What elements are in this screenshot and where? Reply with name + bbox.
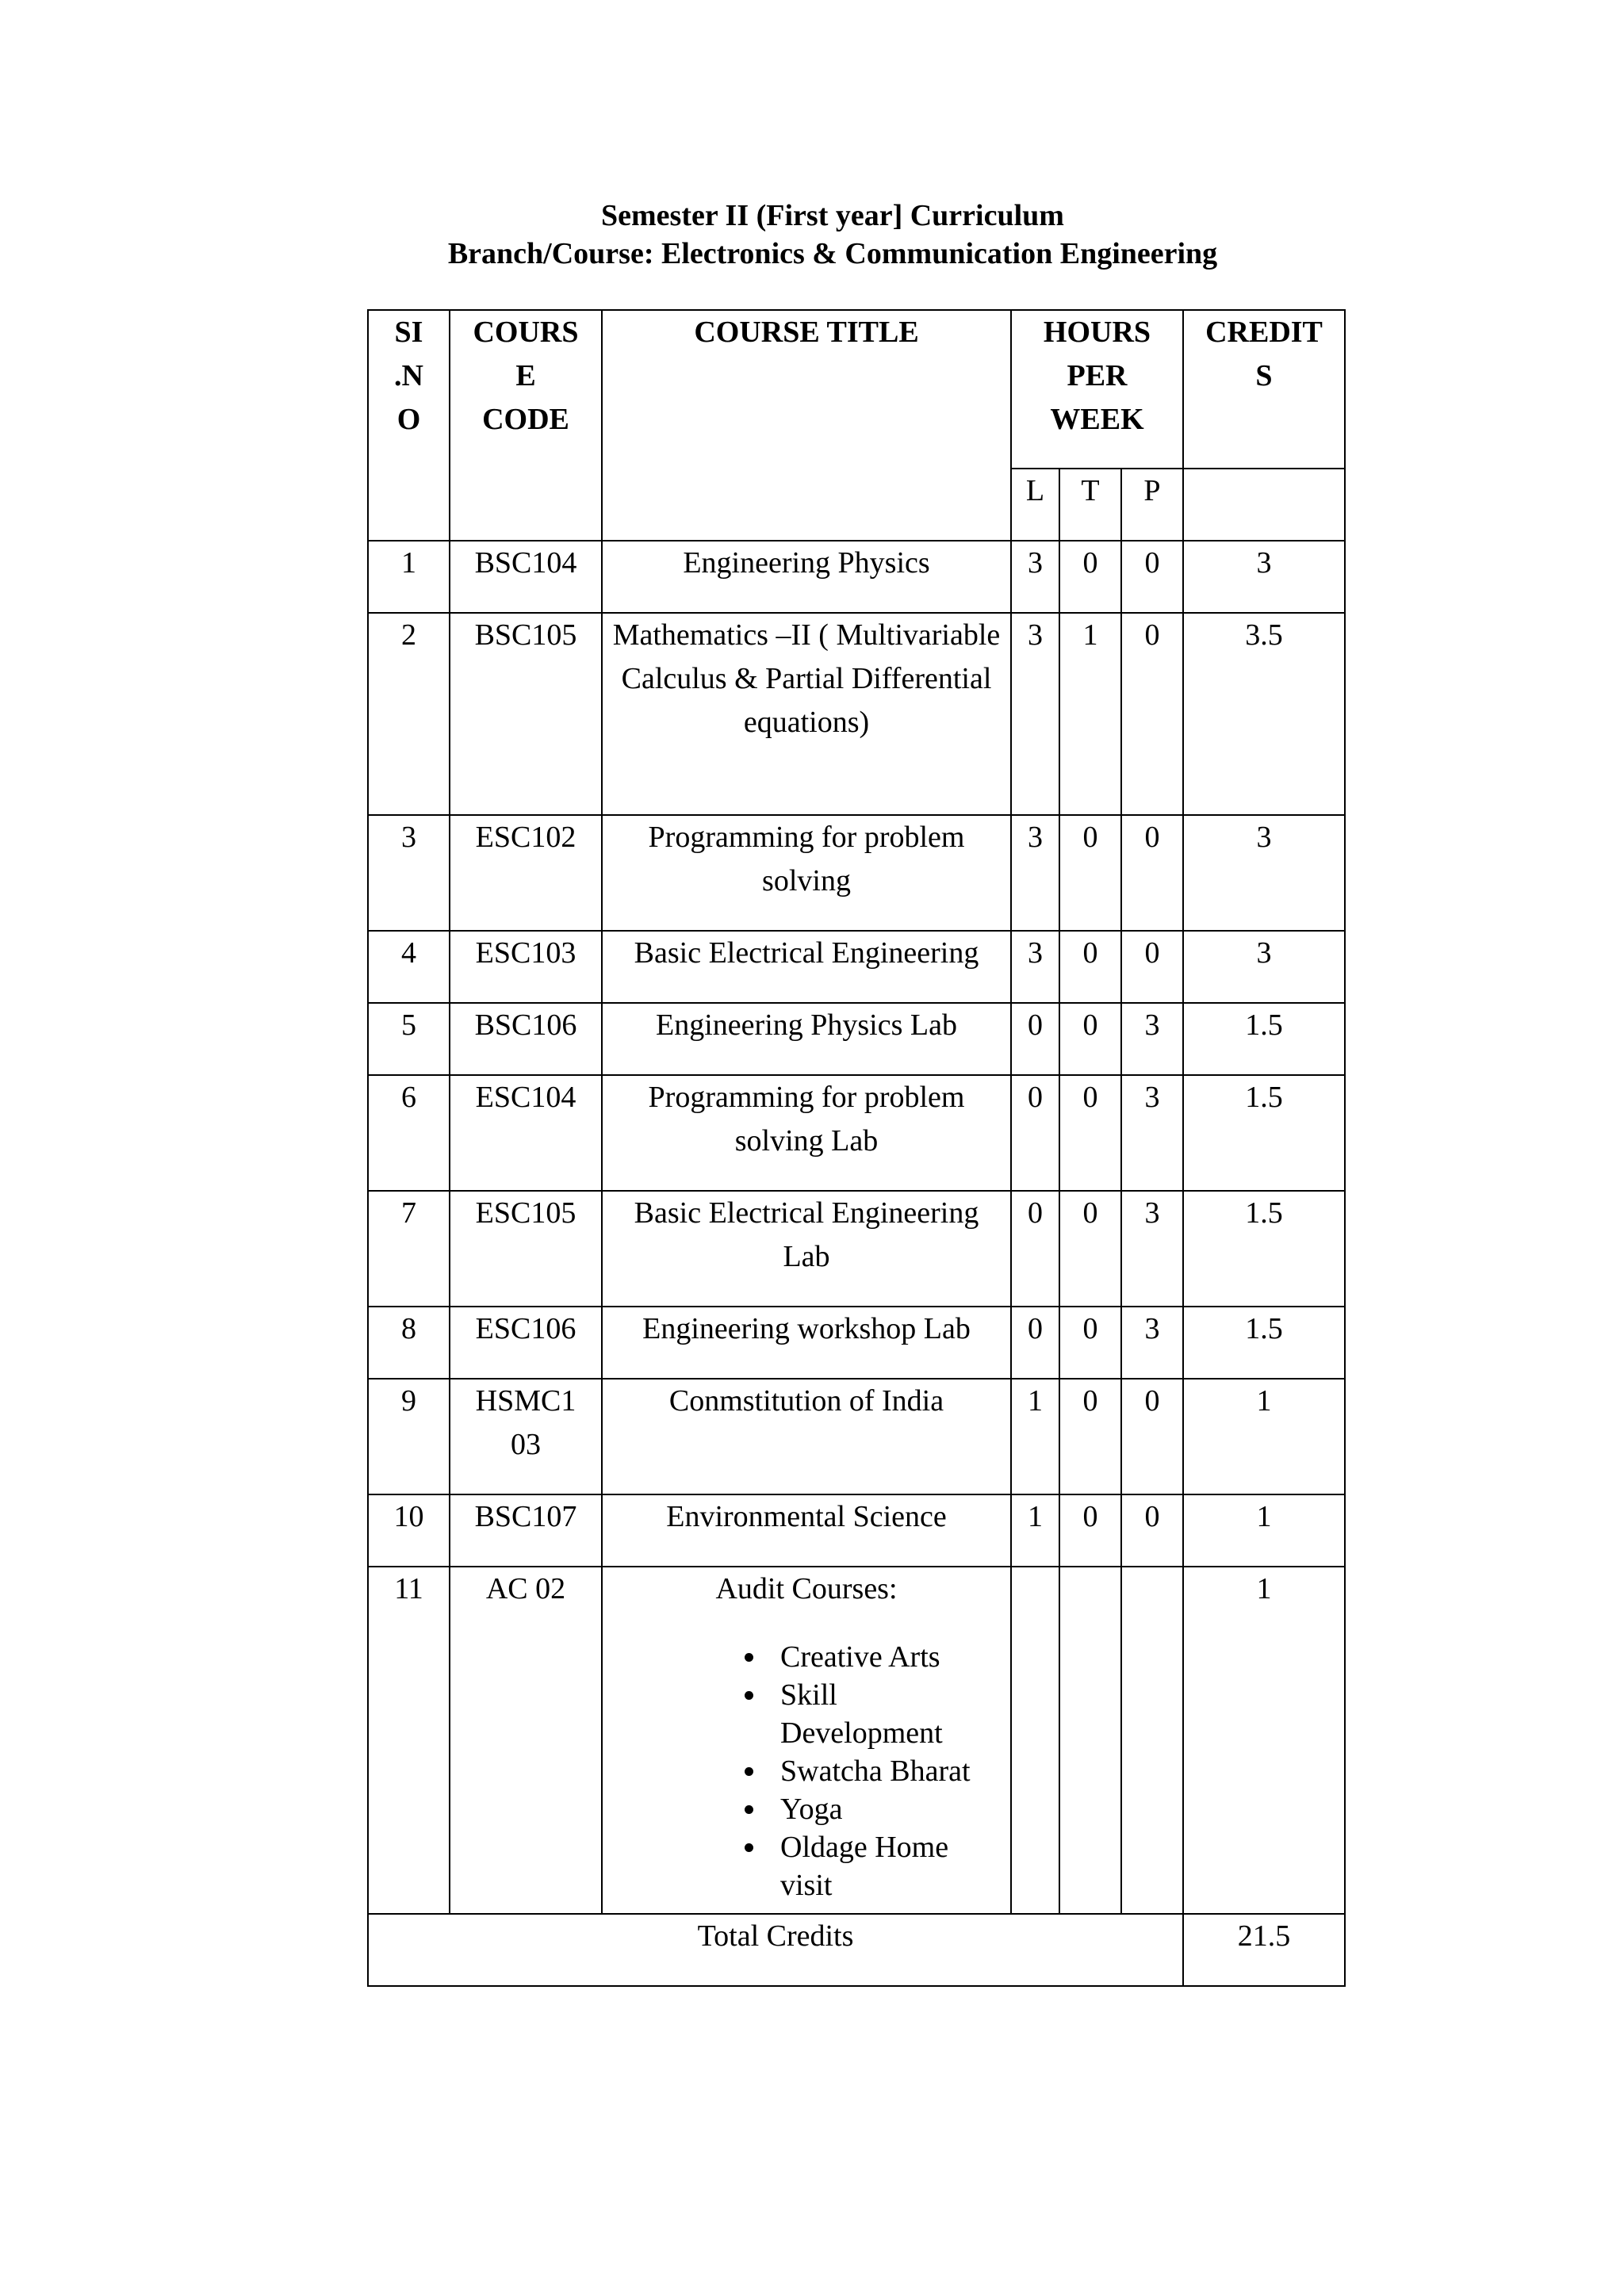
- cell-sno: 9: [368, 1379, 450, 1494]
- cell-sno: 8: [368, 1307, 450, 1379]
- cell-t: 1: [1059, 613, 1121, 815]
- total-credits-label: Total Credits: [368, 1914, 1183, 1986]
- cell-credits: 3.5: [1183, 613, 1345, 815]
- cell-l: 0: [1011, 1075, 1059, 1191]
- cell-t: 0: [1059, 1191, 1121, 1307]
- cell-title: Conmstitution of India: [602, 1379, 1011, 1494]
- cell-t: 0: [1059, 1494, 1121, 1567]
- total-credits-value: 21.5: [1183, 1914, 1345, 1986]
- list-item: • Creative Arts: [768, 1638, 1004, 1676]
- cell-code: ESC105: [450, 1191, 602, 1307]
- header-code-line: COURS: [473, 316, 579, 349]
- table-row: [368, 1075, 1345, 1191]
- header-sno-line: SI: [394, 316, 423, 349]
- cell-title: Engineering workshop Lab: [602, 1307, 1011, 1379]
- cell-title: Programming for problem solving: [602, 815, 1011, 931]
- list-item: • Yoga: [768, 1790, 1004, 1828]
- cell-title: Mathematics –II ( Multivariable Calculus & Partial Differential equations): [602, 613, 1011, 815]
- header-course-title: COURSE TITLE: [602, 310, 1011, 541]
- cell-p: 0: [1121, 1494, 1183, 1567]
- cell-code: BSC107: [450, 1494, 602, 1567]
- cell-l: [1011, 1567, 1059, 1914]
- table-row: [368, 1307, 1345, 1379]
- cell-p: 3: [1121, 1191, 1183, 1307]
- cell-code: BSC106: [450, 1003, 602, 1075]
- cell-l: 3: [1011, 541, 1059, 613]
- cell-p: 0: [1121, 815, 1183, 931]
- header-l: L: [1011, 469, 1059, 541]
- page-subtitle: Branch/Course: Electronics & Communication Engineering: [447, 237, 1218, 270]
- table-row: [368, 541, 1345, 613]
- cell-l: 3: [1011, 613, 1059, 815]
- cell-credits: 1: [1183, 1494, 1345, 1567]
- cell-p: 0: [1121, 541, 1183, 613]
- cell-l: 1: [1011, 1494, 1059, 1567]
- header-credits-line: CREDIT: [1205, 316, 1323, 349]
- table-row: [368, 931, 1345, 1003]
- cell-credits: 3: [1183, 541, 1345, 613]
- cell-credits: 1: [1183, 1567, 1345, 1914]
- table-row: [368, 1567, 1345, 1914]
- table-row: [368, 1191, 1345, 1307]
- header-row: [368, 310, 1345, 469]
- cell-title-audit: [602, 1567, 1011, 1914]
- table-row: [368, 613, 1345, 815]
- cell-title: Basic Electrical Engineering Lab: [602, 1191, 1011, 1307]
- cell-credits: 1.5: [1183, 1003, 1345, 1075]
- cell-title: Programming for problem solving Lab: [602, 1075, 1011, 1191]
- cell-sno: 10: [368, 1494, 450, 1567]
- cell-title: Basic Electrical Engineering: [602, 931, 1011, 1003]
- cell-code: ESC104: [450, 1075, 602, 1191]
- header-code-line: E: [515, 359, 536, 392]
- header-hours-line: WEEK: [1050, 403, 1144, 436]
- cell-sno: 3: [368, 815, 450, 931]
- cell-l: 3: [1011, 815, 1059, 931]
- header-credits-blank: [1183, 469, 1345, 541]
- cell-t: 0: [1059, 541, 1121, 613]
- cell-credits: 3: [1183, 931, 1345, 1003]
- cell-title: Environmental Science: [602, 1494, 1011, 1567]
- cell-credits: 1: [1183, 1379, 1345, 1494]
- cell-code: HSMC1 03: [450, 1379, 602, 1494]
- cell-t: 0: [1059, 1307, 1121, 1379]
- cell-t: 0: [1059, 1379, 1121, 1494]
- list-item: • Oldage Home visit: [768, 1828, 1004, 1904]
- cell-title: Engineering Physics: [602, 541, 1011, 613]
- cell-sno: 4: [368, 931, 450, 1003]
- cell-sno: 11: [368, 1567, 450, 1914]
- cell-sno: 2: [368, 613, 450, 815]
- cell-code: AC 02: [450, 1567, 602, 1914]
- cell-t: 0: [1059, 815, 1121, 931]
- list-item: • Swatcha Bharat: [768, 1752, 1004, 1790]
- cell-t: [1059, 1567, 1121, 1914]
- cell-sno: 7: [368, 1191, 450, 1307]
- cell-credits: 1.5: [1183, 1191, 1345, 1307]
- cell-p: [1121, 1567, 1183, 1914]
- header-sno-line: O: [396, 403, 421, 436]
- cell-code: ESC103: [450, 931, 602, 1003]
- header-hours-line: HOURS: [1043, 316, 1151, 349]
- cell-sno: 1: [368, 541, 450, 613]
- total-row: [368, 1914, 1345, 1986]
- cell-l: 3: [1011, 931, 1059, 1003]
- header-hours-line: PER: [1067, 359, 1128, 392]
- cell-t: 0: [1059, 1003, 1121, 1075]
- cell-p: 0: [1121, 931, 1183, 1003]
- header-hours-per-week: [1011, 310, 1183, 469]
- audit-courses-label: Audit Courses:: [715, 1572, 898, 1605]
- cell-l: 1: [1011, 1379, 1059, 1494]
- table-row: [368, 1379, 1345, 1494]
- list-item: • Skill Development: [768, 1676, 1004, 1752]
- audit-courses-list: [609, 1638, 1004, 1904]
- cell-t: 0: [1059, 931, 1121, 1003]
- cell-credits: 1.5: [1183, 1307, 1345, 1379]
- cell-l: 0: [1011, 1307, 1059, 1379]
- table-row: [368, 1494, 1345, 1567]
- cell-code: BSC105: [450, 613, 602, 815]
- cell-p: 3: [1121, 1003, 1183, 1075]
- table-row: [368, 1003, 1345, 1075]
- cell-sno: 6: [368, 1075, 450, 1191]
- cell-credits: 3: [1183, 815, 1345, 931]
- header-sno: [368, 310, 450, 541]
- cell-p: 0: [1121, 613, 1183, 815]
- cell-p: 0: [1121, 1379, 1183, 1494]
- header-t: T: [1059, 469, 1121, 541]
- cell-code: ESC102: [450, 815, 602, 931]
- header-credits: [1183, 310, 1345, 469]
- cell-t: 0: [1059, 1075, 1121, 1191]
- cell-credits: 1.5: [1183, 1075, 1345, 1191]
- cell-p: 3: [1121, 1075, 1183, 1191]
- cell-code: BSC104: [450, 541, 602, 613]
- cell-l: 0: [1011, 1191, 1059, 1307]
- header-course-code: [450, 310, 602, 541]
- cell-title: Engineering Physics Lab: [602, 1003, 1011, 1075]
- header-p: P: [1121, 469, 1183, 541]
- header-sno-line: .N: [394, 359, 423, 392]
- curriculum-table: [367, 309, 1346, 1987]
- page-title: Semester II (First year] Curriculum: [601, 199, 1064, 232]
- header-credits-line: S: [1255, 359, 1273, 392]
- header-code-line: CODE: [482, 403, 569, 436]
- cell-p: 3: [1121, 1307, 1183, 1379]
- cell-l: 0: [1011, 1003, 1059, 1075]
- table-row: [368, 815, 1345, 931]
- cell-sno: 5: [368, 1003, 450, 1075]
- cell-code: ESC106: [450, 1307, 602, 1379]
